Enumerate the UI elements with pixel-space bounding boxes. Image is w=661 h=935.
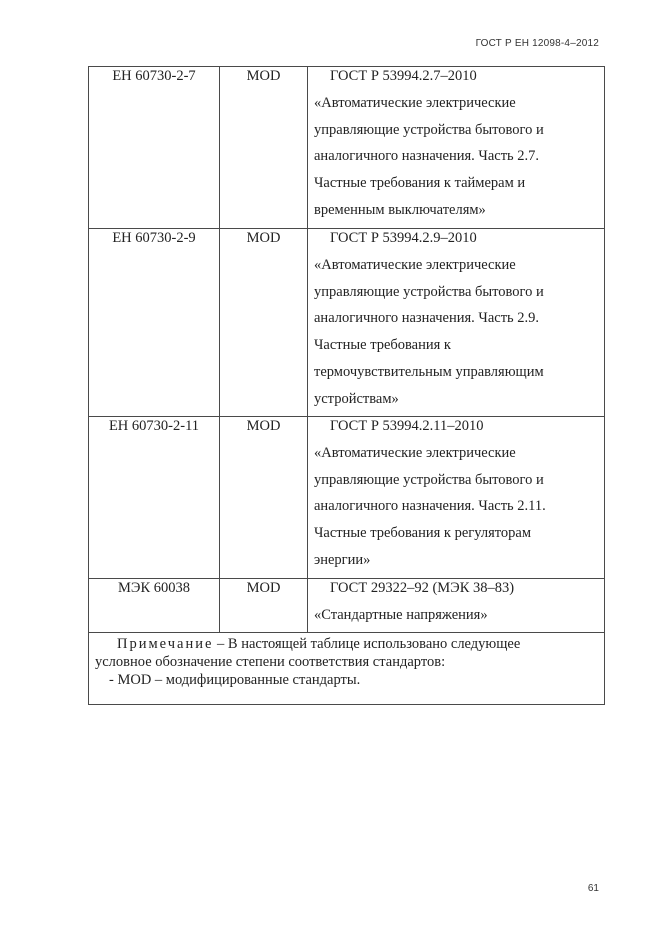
national-standard-number: ГОСТ Р 53994.2.7–2010 <box>330 68 477 84</box>
standards-correspondence-table <box>88 66 605 705</box>
international-standard-code: ЕН 60730-2-7 <box>89 67 220 229</box>
table-row <box>89 67 605 229</box>
correspondence-degree: MOD <box>220 417 308 579</box>
national-standard-title-line: устройствам» <box>314 390 399 407</box>
national-standard-title-line: аналогичного назначения. Часть 2.7. <box>314 148 540 165</box>
table-note <box>89 633 605 705</box>
national-standard-title-line: Частные требования к регуляторам <box>314 525 532 542</box>
national-standard-title-line: управляющие устройства бытового и <box>314 471 544 488</box>
national-standard-title-line: термочувствительным управляющим <box>314 363 544 380</box>
table-row <box>89 417 605 579</box>
national-standard-title-line: аналогичного назначения. Часть 2.11. <box>314 498 546 515</box>
national-standard-title-line: «Автоматические электрические <box>314 444 516 461</box>
correspondence-degree: MOD <box>220 229 308 417</box>
national-standard-title-line: энергии» <box>314 551 371 568</box>
table-row <box>89 579 605 633</box>
national-standard-cell <box>308 417 605 579</box>
international-standard-code: МЭК 60038 <box>89 579 220 633</box>
correspondence-degree: MOD <box>220 67 308 229</box>
note-label: Примечание <box>117 636 214 652</box>
correspondence-degree: MOD <box>220 579 308 633</box>
national-standard-number: ГОСТ 29322–92 (МЭК 38–83) <box>330 580 515 596</box>
national-standard-title-line: «Автоматические электрические <box>314 256 516 273</box>
national-standard-title-line: управляющие устройства бытового и <box>314 121 544 138</box>
national-standard-title-line: «Автоматические электрические <box>314 94 516 111</box>
national-standard-cell <box>308 579 605 633</box>
note-text: – В настоящей таблице использовано следующее <box>213 636 521 652</box>
page-number: 61 <box>587 883 599 894</box>
national-standard-title-line: Частные требования к <box>314 337 451 354</box>
international-standard-code: ЕН 60730-2-9 <box>89 229 220 417</box>
note-list-item: - MOD – модифицированные стандарты. <box>109 672 361 688</box>
table-row <box>89 229 605 417</box>
national-standard-title-line: временным выключателям» <box>314 201 486 218</box>
international-standard-code: ЕН 60730-2-11 <box>89 417 220 579</box>
national-standard-title-line: управляющие устройства бытового и <box>314 283 544 300</box>
national-standard-cell <box>308 67 605 229</box>
national-standard-title-line: Частные требования к таймерам и <box>314 175 526 192</box>
national-standard-number: ГОСТ Р 53994.2.9–2010 <box>330 230 477 246</box>
national-standard-title-line: аналогичного назначения. Часть 2.9. <box>314 310 540 327</box>
table-note-row <box>89 633 605 705</box>
national-standard-number: ГОСТ Р 53994.2.11–2010 <box>330 418 484 434</box>
page-header-standard-id: ГОСТ Р ЕН 12098-4–2012 <box>475 38 599 49</box>
note-text: условное обозначение степени соответствия стандартов: <box>95 654 446 670</box>
national-standard-cell <box>308 229 605 417</box>
national-standard-title-line: «Стандартные напряжения» <box>314 606 488 623</box>
